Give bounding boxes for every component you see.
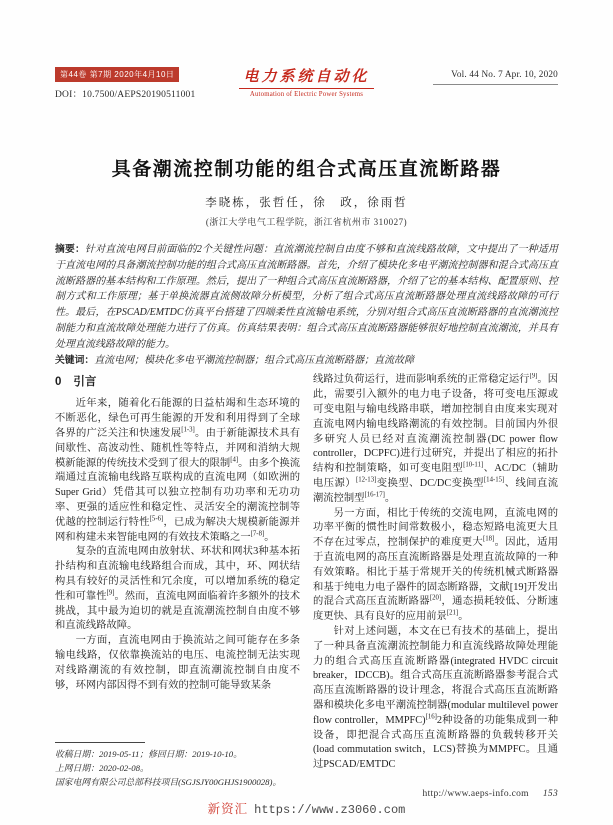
body-paragraph: 另一方面，相比于传统的交流电网，直流电网的功率平衡的惯性时间常数极小，稳态短路电流更大且不存在过零点，控制保护的难度更大[18]。因此，适用于直流电网的高压直流断路器是处理直流故障的一种有效策略。相比于基于常规开关的传统机械式断路器和基于纯电力电子器件的固态断路器，文献[19]开发出的混合式高压直流断路器[20]，通态损耗较低、分断速度更快、具有良好的应用前景[21]。 (313, 507, 558, 623)
section-number: 0 (55, 376, 62, 389)
body-paragraph: 近年来，随着化石能源的日益枯竭和生态环境的不断恶化，绿色可再生能源的开发和利用得到了全球各界的广泛关注和快速发展[1-3]。由于新能源技术具有间歇性、高波动性、随机性等特点，并网和消纳大规模新能源的传统技术受到了很大的限制[4]。由多个换流端通过直流输电线路互联构成的直流电网（如欧洲的Super Grid）凭借其可以独立控制有功功率和无功功率、更强的适应性和稳定性、灵活安全的潮流控制等优越的控制运行特性[5-6]，已成为解决大规模新能源并网和构建未来智能电网的有效技术策略之一[7-8]。 (55, 398, 300, 543)
journal-logo (239, 65, 373, 98)
issue-badge: 第44卷 第7期 2020年4月10日 (55, 67, 179, 82)
section-heading (55, 375, 300, 389)
footnote-block (55, 742, 300, 789)
body-paragraph: 一方面，直流电网由于换流站之间可能存在多条输电线路，仅依靠换流站的电压、电流控制无法实现对线路潮流的有效控制，即直流潮流控制自由度不够，环网内部因得不到有效的控制可能导致某条 (55, 635, 300, 691)
watermark-url: https://www.z3060.com (254, 803, 406, 817)
header-left (55, 64, 230, 100)
authors-line: 李晓栋，张哲任，徐 政，徐雨哲 (205, 197, 408, 209)
keywords-label: 关键词： (55, 354, 95, 366)
abstract-text: 针对直流电网目前面临的2个关键性问题：直流潮流控制自由度不够和直流线路故障，文中提出了一种适用于直流电网的具备潮流控制功能的组合式高压直流断路器。首先，介绍了模块化多电平潮流控制器和混合式高压直流断路器的基本结构和工作原理。然后，提出了一种组合式高压直流断路器，介绍了它的基本结构、配置原则、控制方式和工作原理；基于单换流器直流侧故障分析模型，分析了组合式高压直流断路器处理直流线路故障的可行性。最后，在PSCAD/EMTDC仿真平台搭建了四端柔性直流输电系统，分别对组合式高压直流断路器的直流潮流控制能力和直流故障处理能力进行了仿真。仿真结果表明：组合式高压直流断路器能够很好地控制直流潮流，并具有处理直流线路故障的能力。 (55, 244, 559, 350)
footnote-online: 上网日期：2020-02-08。 (55, 762, 149, 773)
page-header (55, 64, 558, 108)
footer-url: http://www.aeps-info.com (422, 789, 529, 799)
body-paragraph: 复杂的直流电网由放射状、环状和网状3种基本拓扑结构和直流输电线路组合而成，其中，环、网状结构具有较好的灵活性和冗余度，可以增加系统的稳定性和可靠性[9]。然而，直流电网面临着许多额外的技术挑战，其中最为迫切的就是直流潮流控制自由度不够和直流线路故障。 (55, 546, 300, 632)
watermark-brand: 新资汇 (207, 802, 249, 816)
left-column (55, 373, 300, 789)
page-number: 153 (542, 789, 558, 799)
page-footer (423, 789, 558, 799)
watermark (0, 799, 613, 817)
body-paragraph: 针对上述问题，本文在已有技术的基础上，提出了一种具备直流潮流控制能力和直流线路故障处理能力的组合式高压直流断路器(integrated HVDC circuit breaker，IDCCB)。组合式高压直流断路器参考混合式高压直流断路器的设计理念，将混合式高压直流断路器和模块化多电平潮流控制器(modular multilevel power flow controller，MMPFC)[16]2种设备的功能集成到一种设备，即把混合式高压直流断路器的负载转移开关(load commutation switch，LCS)替换为MMPFC。且通过PSCAD/EMTDC (313, 625, 558, 771)
keywords-block (55, 353, 558, 369)
journal-logo-cn: 电力系统自动化 (239, 65, 373, 89)
footnote-received: 收稿日期：2019-05-11；修回日期：2019-10-10。 (55, 748, 243, 759)
doi-text: DOI：10.7500/AEPS20190511001 (55, 90, 196, 100)
header-right (383, 64, 558, 85)
body-paragraph: 线路过负荷运行，进而影响系统的正常稳定运行[9]。因此，需要引入额外的电力电子设备，将可变电压源或可变电阻与输电线路串联，增加控制自由度来实现对直流电网内输电线路潮流的有效控制。目前国内外很多研究人员已经对直流潮流控制器(DC power flow controller，DCPFC)进行过研究，并提出了相应的拓扑结构和控制策略，如可变电阻型[10-11]、AC/DC（辅助电压源）[12-13]变换型、DC/DC变换型[14-15]、线间直流潮流控制型[16-17]。 (313, 373, 558, 504)
keywords-text: 直流电网；模块化多电平潮流控制器；组合式高压直流断路器；直流故障 (94, 354, 415, 366)
abstract-label: 摘要： (55, 244, 85, 255)
footnote-divider (55, 742, 145, 743)
abstract-block (55, 242, 558, 353)
footnote-fund: 国家电网有限公司总部科技项目(SGJSJY00GHJS1900028)。 (55, 776, 282, 787)
affiliation-line: (浙江大学电气工程学院，浙江省杭州市 310027) (205, 217, 408, 227)
volume-info: Vol. 44 No. 7 Apr. 10, 2020 (433, 67, 558, 85)
body-columns (55, 373, 558, 789)
journal-logo-en: Automation of Electric Power Systems (249, 91, 364, 98)
section-title: 引言 (73, 376, 97, 389)
right-column (313, 373, 558, 789)
paper-title: 具备潮流控制功能的组合式高压直流断路器 (111, 159, 502, 180)
